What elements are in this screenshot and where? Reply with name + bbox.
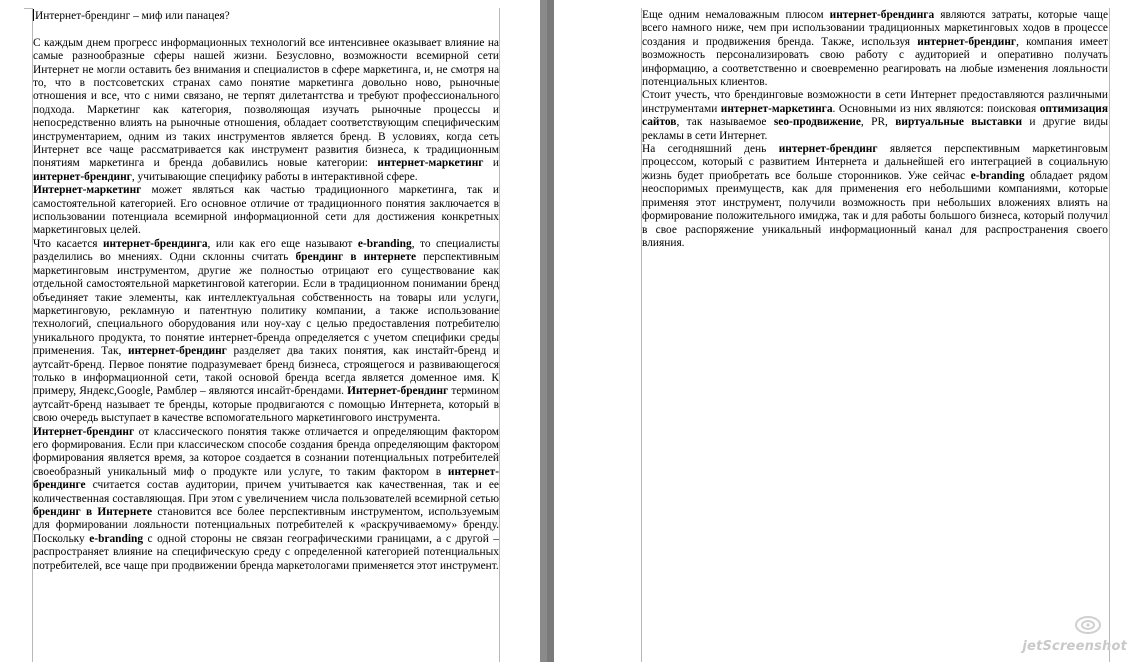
bold-term: e-branding [89, 532, 144, 545]
bold-term: Интернет-брендинг [33, 425, 135, 438]
text-run: считается состав аудитории, причем учитывается как качественная, так и ее количественная составляющая. При этом с увеличением числа пользователей всемирной сетью [33, 479, 499, 505]
text-run: от классического понятия также отличается и определяющим фактором его формирования. Если при классическом способе создания бренда определяющим фактором формирования является время, за которое создается в сознании потенциальных потребителей своеобразный уникальный миф о продукте или услуге, то таким фактором в [33, 425, 499, 478]
bold-term: брендинг в интернете [295, 251, 417, 264]
text-run: С каждым днем прогресс информационных технологий все интенсивнее оказывает влияние на самые разнообразные сферы нашей жизни. Безусловно, возможности всемирной сети Интернет не могли оставить без внимания и специалистов в сфере маркетинга, и, не смотря на то, что в постсоветских странах само понятие маркетинга довольно ново, рыночные отношения и все, что с ними связано, не терпят дилетантства и требуют профессионального подхода. Маркетинг как категория, позволяющая изучать рыночные процессы и непосредственно влиять на рыночные отношения, обладает соответствующим специфическим инструментарием, одним из таких инструментов является бренд. В условиях, когда сеть Интернет все чаще рассматривается как инструмент развития бизнеса, к традиционным понятиям маркетинга и бренда добавились новые категории: [33, 36, 499, 170]
bold-term: виртуальные выставки [895, 116, 1023, 129]
text-run: и другие виды рекламы в сети Интернет. [642, 116, 1109, 142]
bold-term: брендинг в Интернете [33, 506, 153, 519]
text-run: разделяет два таких понятия, как инстайт-бренд и аутсайт-бренд. Первое понятие подразумевает бренд бизнеса, строящегося и развивающегося только в информационной сети, такой основой бренда всегда является доменное имя. К примеру, Яндекс,Google, Рамблер – являются инсайт-брендами. [33, 345, 500, 398]
bold-term: интернет-брендинга [102, 237, 208, 250]
bold-term: интернет-брендинг [778, 143, 878, 156]
paragraph [33, 184, 499, 238]
bold-term: интернет-брендинга [829, 9, 935, 21]
page-text-area[interactable] [642, 9, 1108, 250]
text-run: Еще одним немаловажным плюсом [642, 9, 830, 21]
text-run: становится все более перспективным инструментом, используемым для формировании лояльности потенциальных потребителей к «раскручиваемому» бренду. Поскольку [33, 506, 499, 545]
text-run: . Основными из них являются: поисковая [832, 102, 1040, 115]
text-run: термином аутсайт-бренд называет те бренды, которые продвигаются с помощью Интернета, который в свою очередь выступает в качестве вспомогательного маркетингового инструмента. [33, 385, 499, 425]
empty-line [33, 23, 499, 36]
document-title-text: Интернет-брендинг – миф или панацея? [35, 10, 230, 22]
text-run: может являться как частью традиционного маркетинга, так и самостоятельной категорией. Его основное отличие от традиционного понятия заключается в использовании потенциала всемирной информационной сети для достижения конкретных маркетинговых целей. [33, 184, 499, 237]
text-run: Стоит учесть, что брендинговые возможности в сети Интернет предоставляются различными инструментами [642, 89, 1108, 115]
bold-term: интернет-брендинге [33, 465, 499, 492]
text-run: , учитывающие специфику работы в интерактивной сфере. [131, 170, 418, 183]
paragraph [33, 238, 499, 426]
text-run: перспективным маркетинговым инструментом, другие же полностью отрицают его существование как отдельной самостоятельной маркетинговой категории. Если в традиционном понимании бренд объединяет такие элементы, как интеллектуальная собственность на товары или услуги, маркетинговую, рекламную и патентную политику компании, а также использование технологий, специального оборудования или ноу-хау с целью предоставления потребителю уникального продукта, то понятие интернет-бренда определяется с учетом специфики среды применения. Так, [33, 251, 500, 358]
paragraph [642, 89, 1108, 143]
text-cursor [33, 9, 34, 21]
text-run: Что касается [33, 237, 103, 250]
bold-term: оптимизация сайтов [642, 102, 1108, 129]
text-run: и [483, 157, 499, 170]
bold-term: интернет-брендинг [917, 35, 1017, 48]
text-run: являются затраты, которые чаще всего намного ниже, чем при использовании традиционных маркетинговых ходов в процессе создания и продвижения бренда. Также, используя [642, 9, 1109, 48]
document-title [33, 9, 499, 23]
page-gutter [538, 0, 556, 662]
document-page-right[interactable] [556, 0, 1133, 662]
page-divider-right [547, 0, 554, 662]
jetscreenshot-logo-icon [1073, 614, 1103, 636]
text-run: , то специалисты разделились во мнениях. Одни склонны считать [33, 237, 499, 264]
bold-term: Интернет-брендинг [347, 385, 449, 398]
page-text-area[interactable] [33, 9, 499, 573]
margin-guide-corner [24, 8, 33, 9]
left-page-paragraphs [33, 37, 499, 573]
bold-term: seo-продвижение [773, 116, 861, 129]
bold-term: e-branding [357, 237, 412, 250]
paragraph [642, 9, 1108, 89]
text-run: , или как его еще называют [207, 237, 358, 250]
right-page-paragraphs [642, 9, 1108, 250]
text-run: , компания имеет возможность персонализировать свою работу с аудиторией и оперативно получать информацию, а соответственно и своевременно реагировать на любые изменения лояльности потенциальных клиентов. [642, 35, 1108, 89]
text-run: , так называемое [676, 116, 774, 129]
bold-term: Интернет-маркетинг [33, 184, 142, 197]
watermark-text: jetScreenshot [1022, 639, 1127, 654]
text-run: На сегодняшний день [642, 143, 779, 156]
text-run: обладает рядом неоспоримых преимуществ, как для применения его небольшими компаниями, которые применяя этот инструмент, получили возможность при небольших вложениях влиять на формирование положительного имиджа, так и для работы большого бизнеса, который получил в свое распоряжение уникальный информационный канал для распространения своего влияния. [642, 169, 1108, 249]
bold-term: интернет-брендинг [33, 170, 132, 183]
margin-guide-right [499, 8, 500, 662]
page-divider-left [540, 0, 547, 662]
paragraph [33, 37, 499, 184]
bold-term: интернет-маркетинга [720, 102, 833, 115]
bold-term: интернет-брендинг [128, 345, 227, 358]
bold-term: e-branding [970, 169, 1025, 182]
paragraph [33, 426, 499, 573]
text-run: с одной стороны не связан географическими границами, а с другой – распространяет влияние на специфическую среду с определенной категорией потенциальных потребителей, все чаще при продвижении бренда маркетологами применяется этот инструмент. [33, 532, 499, 572]
text-run: является перспективным маркетинговым процессом, который с развитием Интернета и дальнейшей его интеграцией в социальную жизнь будет приобретать все больше сторонников. Уже сейчас [642, 143, 1108, 182]
document-page-left[interactable] [0, 0, 538, 662]
bold-term: интернет-маркетинг [377, 157, 484, 170]
text-run: , PR, [860, 116, 896, 129]
margin-guide-right [1109, 8, 1110, 662]
paragraph [642, 143, 1108, 250]
